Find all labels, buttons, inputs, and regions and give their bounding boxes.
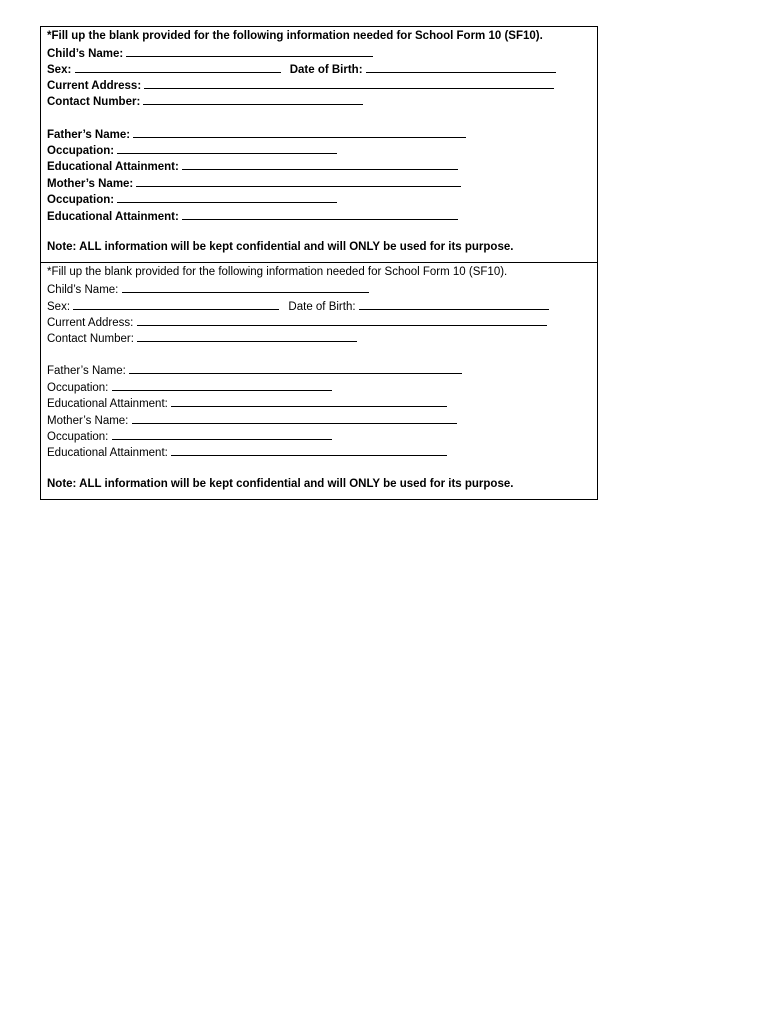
father-education-row — [47, 157, 458, 173]
fathers-name-label: Father’s Name: — [47, 365, 126, 377]
father-education-row — [47, 394, 447, 410]
father-occupation-label: Occupation: — [47, 382, 109, 394]
date-of-birth-field[interactable] — [359, 297, 549, 310]
form-instruction: *Fill up the blank provided for the following information needed for School Form 10 (SF10). — [47, 30, 543, 42]
childs-name-field[interactable] — [122, 280, 369, 293]
father-education-label: Educational Attainment: — [47, 161, 179, 173]
mothers-name-field[interactable] — [132, 411, 457, 424]
father-occupation-field[interactable] — [117, 141, 337, 154]
childs-name-label: Child’s Name: — [47, 48, 124, 60]
sf10-form-card — [40, 26, 598, 500]
current-address-row — [47, 76, 554, 92]
childs-name-row — [47, 44, 373, 60]
mother-occupation-field[interactable] — [112, 427, 332, 440]
sex-field[interactable] — [73, 297, 279, 310]
date-of-birth-field[interactable] — [366, 60, 556, 73]
contact-number-label: Contact Number: — [47, 96, 141, 108]
childs-name-field[interactable] — [126, 44, 373, 57]
mothers-name-row — [47, 174, 461, 190]
current-address-label: Current Address: — [47, 80, 142, 92]
mother-occupation-label: Occupation: — [47, 431, 109, 443]
father-occupation-row — [47, 378, 332, 394]
date-of-birth-label: Date of Birth: — [288, 301, 356, 313]
childs-name-row — [47, 280, 369, 296]
confidentiality-note: Note: ALL information will be kept confidential and will ONLY be used for its purpose. — [47, 478, 514, 490]
mother-education-label: Educational Attainment: — [47, 211, 179, 223]
mother-occupation-row — [47, 190, 337, 206]
sex-dob-row — [47, 60, 556, 76]
mothers-name-row — [47, 411, 457, 427]
fathers-name-row — [47, 361, 462, 377]
mother-occupation-field[interactable] — [117, 190, 337, 203]
contact-number-field[interactable] — [143, 92, 363, 105]
mother-education-field[interactable] — [171, 443, 447, 456]
mother-education-label: Educational Attainment: — [47, 447, 168, 459]
mothers-name-label: Mother’s Name: — [47, 415, 129, 427]
contact-number-field[interactable] — [137, 329, 357, 342]
sex-dob-row — [47, 297, 549, 313]
form-section-1 — [41, 27, 597, 263]
mother-education-field[interactable] — [182, 207, 458, 220]
fathers-name-field[interactable] — [129, 361, 462, 374]
contact-number-label: Contact Number: — [47, 333, 134, 345]
mothers-name-label: Mother’s Name: — [47, 178, 134, 190]
fathers-name-field[interactable] — [133, 125, 466, 138]
sex-label: Sex: — [47, 301, 71, 313]
father-occupation-row — [47, 141, 337, 157]
father-education-field[interactable] — [182, 157, 458, 170]
confidentiality-note: Note: ALL information will be kept confidential and will ONLY be used for its purpose. — [47, 241, 514, 253]
contact-number-row — [47, 92, 363, 108]
fathers-name-row — [47, 125, 466, 141]
sex-field[interactable] — [75, 60, 281, 73]
current-address-field[interactable] — [137, 313, 547, 326]
father-occupation-label: Occupation: — [47, 145, 115, 157]
mother-education-row — [47, 443, 447, 459]
mother-occupation-row — [47, 427, 332, 443]
mother-education-row — [47, 207, 458, 223]
childs-name-label: Child’s Name: — [47, 284, 119, 296]
sex-label: Sex: — [47, 64, 72, 76]
form-section-2 — [41, 263, 597, 499]
form-instruction: *Fill up the blank provided for the following information needed for School Form 10 (SF10). — [47, 266, 508, 278]
date-of-birth-label: Date of Birth: — [289, 64, 363, 76]
mothers-name-field[interactable] — [136, 174, 461, 187]
current-address-row — [47, 313, 547, 329]
father-education-field[interactable] — [171, 394, 447, 407]
contact-number-row — [47, 329, 357, 345]
current-address-field[interactable] — [144, 76, 554, 89]
mother-occupation-label: Occupation: — [47, 194, 115, 206]
father-occupation-field[interactable] — [112, 378, 332, 391]
fathers-name-label: Father’s Name: — [47, 129, 131, 141]
father-education-label: Educational Attainment: — [47, 398, 168, 410]
current-address-label: Current Address: — [47, 317, 134, 329]
